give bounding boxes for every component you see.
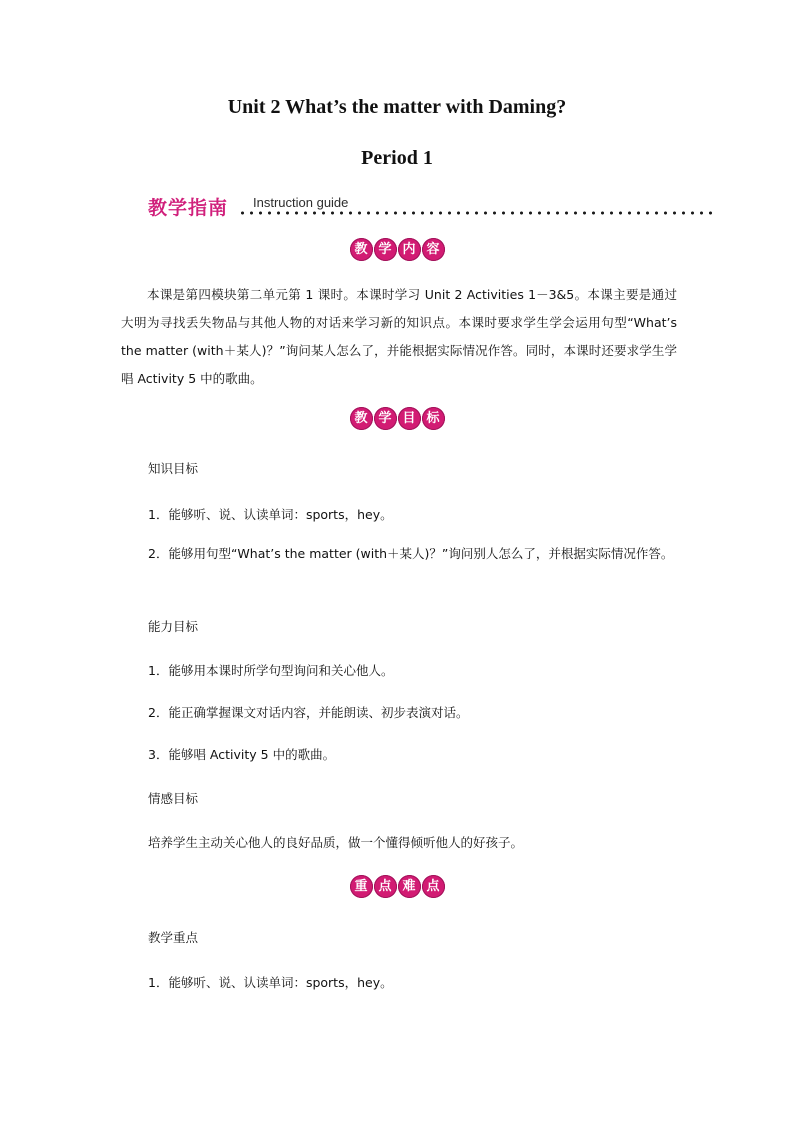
badge-char: 标: [422, 407, 445, 430]
content-section-badge: [0, 238, 794, 262]
period-title: Period 1: [361, 147, 433, 169]
guide-label-en: Instruction guide: [253, 195, 349, 210]
badge-char: 教: [350, 238, 373, 261]
emotion-text: 培养学生主动关心他人的良好品质，做一个懂得倾听他人的好孩子。: [148, 835, 524, 850]
badge-char: 内: [398, 238, 421, 261]
knowledge-item: 2．能够用句型“What’s the matter (with＋某人)？”询问别人怎么了，并根据实际情况作答。: [148, 546, 674, 561]
badge-char: 难: [398, 875, 421, 898]
guide-label-cn: 教学指南: [148, 197, 229, 219]
unit-title: Unit 2 What’s the matter with Daming?: [227, 96, 567, 118]
badge-char: 目: [398, 407, 421, 430]
content-paragraph: 本课是第四模块第二单元第 1 课时。本课时学习 Unit 2 Activities 1－3&5。本课主要是通过大明为寻找丢失物品与其他人物的对话来学习新的知识点。本课时要求学生学会运用句型“What’s the matter (with＋某人)？”询问某人怎么了，并能根据实际情况作答。同时，本课时还要求学生学唱 Activity 5 中的歌曲。: [121, 287, 677, 386]
ability-heading: 能力目标: [148, 619, 199, 634]
key-points-section-badge: [0, 875, 794, 899]
badge-char: 点: [422, 875, 445, 898]
badge-char: 点: [374, 875, 397, 898]
badge-char: 教: [350, 407, 373, 430]
key-item: 1．能够听、说、认读单词：sports，hey。: [148, 975, 393, 990]
badge-char: 重: [350, 875, 373, 898]
badge-char: 学: [374, 407, 397, 430]
badge-char: 容: [422, 238, 445, 261]
ability-item: 3．能够唱 Activity 5 中的歌曲。: [148, 747, 336, 762]
emotion-heading: 情感目标: [148, 791, 199, 806]
knowledge-item: 1．能够听、说、认读单词：sports，hey。: [148, 507, 393, 522]
dotted-divider: [238, 210, 712, 216]
badge-char: 学: [374, 238, 397, 261]
ability-item: 2．能正确掌握课文对话内容，并能朗读、初步表演对话。: [148, 705, 469, 720]
instruction-guide-banner: [148, 191, 713, 221]
knowledge-heading: 知识目标: [148, 461, 199, 476]
ability-item: 1．能够用本课时所学句型询问和关心他人。: [148, 663, 394, 678]
key-heading: 教学重点: [148, 930, 199, 945]
objectives-section-badge: [0, 407, 794, 431]
